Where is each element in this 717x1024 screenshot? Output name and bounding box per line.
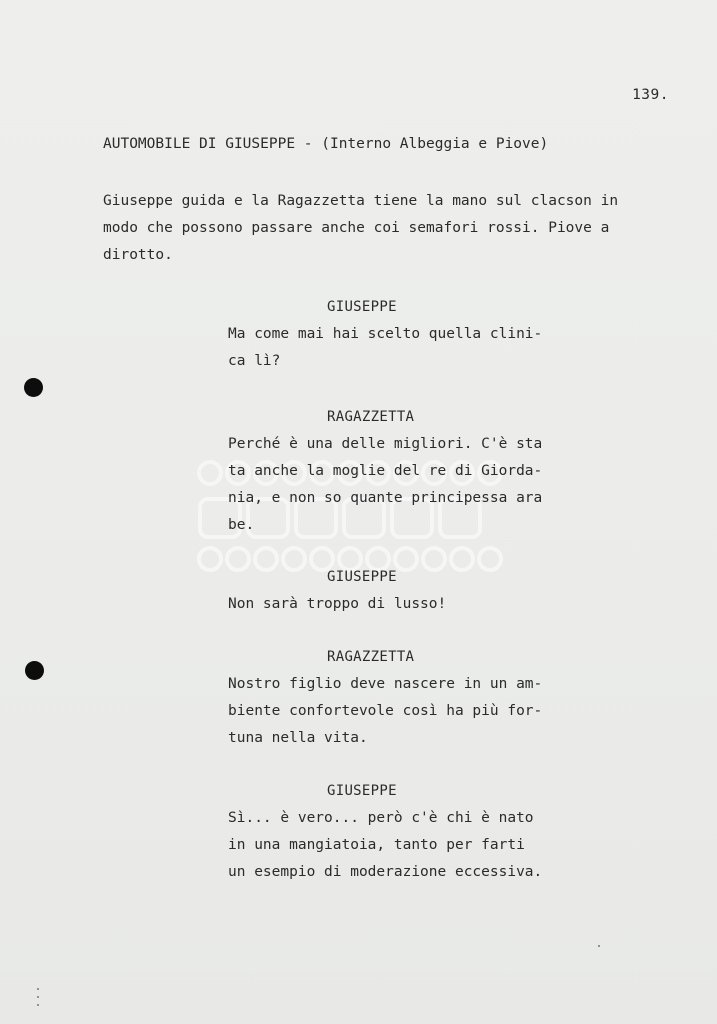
speaker-name: GIUSEPPE (327, 783, 397, 799)
page-number: 139. (632, 87, 669, 103)
speaker-name: GIUSEPPE (327, 299, 397, 315)
dialogue-line: tuna nella vita. (228, 730, 368, 746)
speaker-name: RAGAZZETTA (327, 649, 415, 665)
paper-speck (598, 945, 600, 947)
dialogue-line: ta anche la moglie del re di Giorda- (228, 463, 543, 479)
paper-speck (37, 988, 39, 990)
dialogue-line: Ma come mai hai scelto quella clini- (228, 326, 543, 342)
dialogue-text (228, 671, 542, 752)
punch-hole (24, 378, 43, 397)
dialogue-line: biente confortevole così ha più for- (228, 703, 543, 719)
action-description (103, 188, 663, 269)
dialogue-line: Nostro figlio deve nascere in un am- (228, 676, 543, 692)
dialogue-line: in una mangiatoia, tanto per farti (228, 837, 525, 853)
punch-hole (25, 661, 44, 680)
dialogue-line: Non sarà troppo di lusso! (228, 596, 447, 612)
dialogue-text (228, 805, 542, 886)
dialogue-line: Perché è una delle migliori. C'è sta (228, 436, 543, 452)
speaker-name: GIUSEPPE (327, 569, 397, 585)
dialogue-text (228, 321, 542, 375)
paper-speck (37, 1004, 39, 1006)
dialogue-line: Sì... è vero... però c'è chi è nato (228, 810, 534, 826)
paper-speck (37, 996, 39, 998)
action-line: modo che possono passare anche coi semafori rossi. Piove a (103, 220, 610, 236)
dialogue-line: ca lì? (228, 353, 281, 369)
dialogue-line: nia, e non so quante principessa ara (228, 490, 543, 506)
speaker-name: RAGAZZETTA (327, 409, 415, 425)
action-line: Giuseppe guida e la Ragazzetta tiene la mano sul clacson in (103, 193, 619, 209)
action-line: dirotto. (103, 247, 173, 263)
scene-heading: AUTOMOBILE DI GIUSEPPE - (Interno Albeggia e Piove) (103, 136, 549, 152)
dialogue-line: be. (228, 517, 255, 533)
dialogue-text (228, 591, 446, 618)
dialogue-text (228, 431, 542, 539)
dialogue-line: un esempio di moderazione eccessiva. (228, 864, 543, 880)
